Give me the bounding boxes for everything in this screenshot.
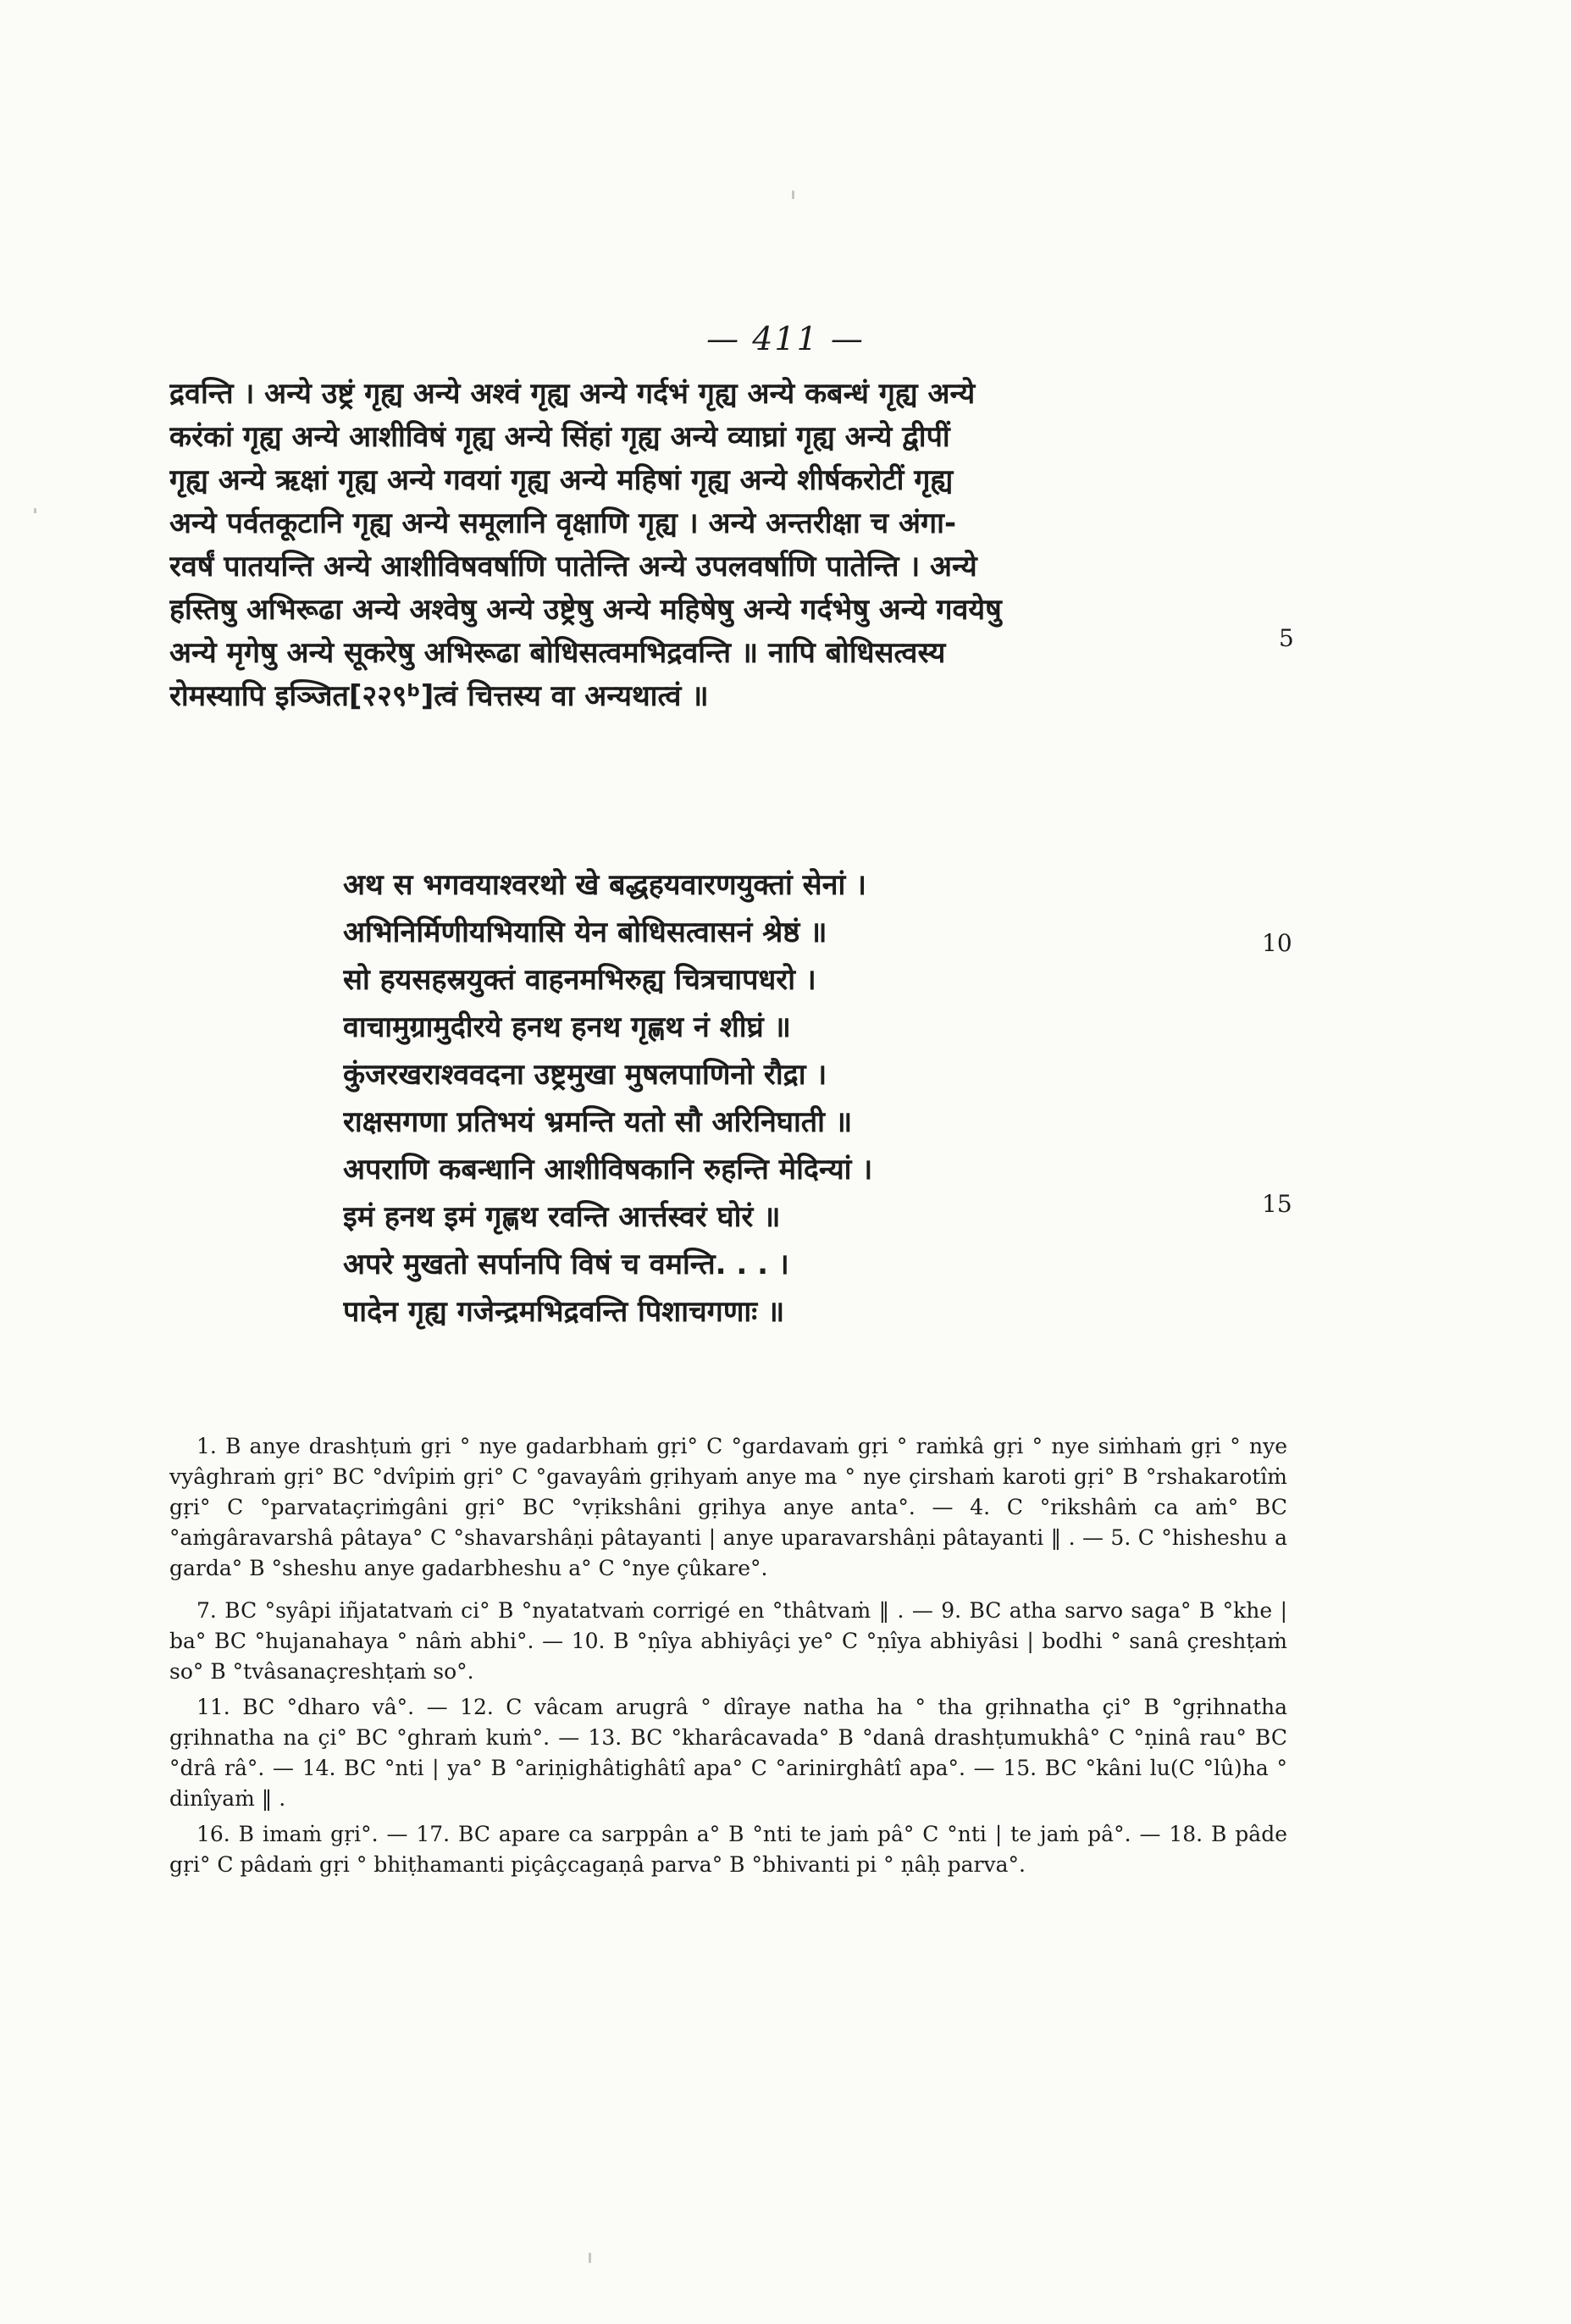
verse-line: वाचामुग्रामुदीरये हनथ हनथ गृह्णथ नं शीघ्रं ॥ <box>343 1010 791 1044</box>
scan-speck <box>34 508 36 513</box>
prose-line: रोमस्यापि इञ्जित[२२९ᵇ]त्वं चित्तस्य वा अन्यथात्वं ॥ <box>169 679 709 713</box>
verse-line: अपरे मुखतो सर्पानपि विषं च वमन्ति. . . । <box>343 1248 789 1281</box>
verse-line: राक्षसगणा प्रतिभयं भ्रमन्ति यतो सौ अरिनिघाती ॥ <box>343 1105 853 1139</box>
footnote: 1. B anye drashṭuṁ gṛi ° nye gadarbhaṁ gṛi° C °gardavaṁ gṛi ° raṁkâ gṛi ° nye siṁhaṁ gṛi ° nye vyâghraṁ gṛi° BC °dvîpiṁ gṛi° C °gavayâṁ gṛihyaṁ anye ma ° nye çirshaṁ karoti gṛi° B °rshakarotîṁ gṛi° C °parvataçriṁgâni gṛi° BC °vṛikshâni gṛihya anye anta°. — 4. C °rikshâṁ ca aṁ° BC °aṁgâravarshâ pâtaya° C °shavarshâṇi pâtayanti | anye uparavarshâṇi pâtayanti ‖ . — 5. C °hisheshu a garda° B °sheshu anye gadarbheshu a° C °nye çûkare°. <box>169 1434 1287 1580</box>
footnotes <box>169 1431 1287 1885</box>
scan-speck <box>792 191 794 199</box>
prose-line: अन्ये मृगेषु अन्ये सूकरेषु अभिरूढा बोधिसत्वमभिद्रवन्ति ॥ नापि बोधिसत्वस्य <box>169 636 946 670</box>
footnote: 16. B imaṁ gṛi°. — 17. BC apare ca sarppân a° B °nti te jaṁ pâ° C °nti | te jaṁ pâ°. — 18. B pâde gṛi° C pâdaṁ gṛi ° bhiṭhamanti piçâçcagaṇâ parva° B °bhivanti pi ° ṇâḥ parva°. <box>169 1822 1287 1877</box>
scan-speck <box>589 2253 591 2263</box>
verse-line: कुंजरखराश्ववदना उष्ट्रमुखा मुषलपाणिनो रौद्रा । <box>343 1058 827 1092</box>
line-number-10: 10 <box>1262 929 1292 957</box>
footnote: 7. BC °syâpi iñjatatvaṁ ci° B °nyatatvaṁ corrigé en °thâtvaṁ ‖ . — 9. BC atha sarvo saga° B °khe | ba° BC °hujanahaya ° nâṁ abhi°. — 10. B °ṇîya abhiyâçi ye° C °ṇîya abhiyâsi | bodhi ° sanâ çreshṭaṁ so° B °tvâsanaçreshṭaṁ so°. <box>169 1598 1287 1684</box>
footnote: 11. BC °dharo vâ°. — 12. C vâcam arugrâ ° dîraye natha ha ° tha gṛihnatha çi° B °gṛihnatha gṛihnatha na çi° BC °ghraṁ kuṁ°. — 13. BC °kharâcavada° B °danâ drashṭumukhâ° C °ṇinâ rau° BC °drâ râ°. — 14. BC °nti | ya° B °ariṇighâtighâtî apa° C °arinirghâtî apa°. — 15. BC °kâni lu(C °lû)ha ° dinîyaṁ ‖ . <box>169 1695 1287 1811</box>
verse-line: इमं हनथ इमं गृह्णथ रवन्ति आर्त्तस्वरं घोरं ॥ <box>343 1200 781 1234</box>
line-number-5: 5 <box>1279 624 1294 652</box>
prose-line: द्रवन्ति । अन्ये उष्ट्रं गृह्य अन्ये अश्वं गृह्य अन्ये गर्दभं गृह्य अन्ये कबन्धं गृह्य अन्ये <box>169 377 976 411</box>
prose-line: करंकां गृह्य अन्ये आशीविषं गृह्य अन्ये सिंहां गृह्य अन्ये व्याघ्रां गृह्य अन्ये द्वीपीं <box>169 420 950 454</box>
verse-line: अभिनिर्मिणीयभियासि येन बोधिसत्वासनं श्रेष्ठं ॥ <box>343 916 827 949</box>
prose-block <box>169 373 1270 718</box>
verse-line: अथ स भगवयाश्वरथो खे बद्धहयवारणयुक्तां सेनां । <box>343 868 867 902</box>
prose-line: गृह्य अन्ये ऋक्षां गृह्य अन्ये गवयां गृह्य अन्ये महिषां गृह्य अन्ये शीर्षकरोटीं गृह्य <box>169 463 954 497</box>
verse-line: पादेन गृह्य गजेन्द्रमभिद्रवन्ति पिशाचगणाः ॥ <box>343 1295 785 1329</box>
prose-line: अन्ये पर्वतकूटानि गृह्य अन्ये समूलानि वृक्षाणि गृह्य । अन्ये अन्तरीक्षा च अंगा- <box>169 506 957 540</box>
verse-line: सो हयसहस्रयुक्तं वाहनमभिरुह्य चित्रचापधरो । <box>343 963 816 997</box>
line-number-15: 15 <box>1262 1190 1292 1218</box>
page-number: — 411 — <box>706 320 865 357</box>
prose-line: हस्तिषु अभिरूढा अन्ये अश्वेषु अन्ये उष्ट्रेषु अन्ये महिषेषु अन्ये गर्दभेषु अन्ये गवयेषु <box>169 593 1002 627</box>
verse-line: अपराणि कबन्धानि आशीविषकानि रुहन्ति मेदिन्यां । <box>343 1153 873 1187</box>
prose-line: रवर्षं पातयन्ति अन्ये आशीविषवर्षाणि पातेन्ति अन्ये उपलवर्षाणि पातेन्ति । अन्ये <box>169 550 977 584</box>
verse-block <box>343 861 1207 1336</box>
